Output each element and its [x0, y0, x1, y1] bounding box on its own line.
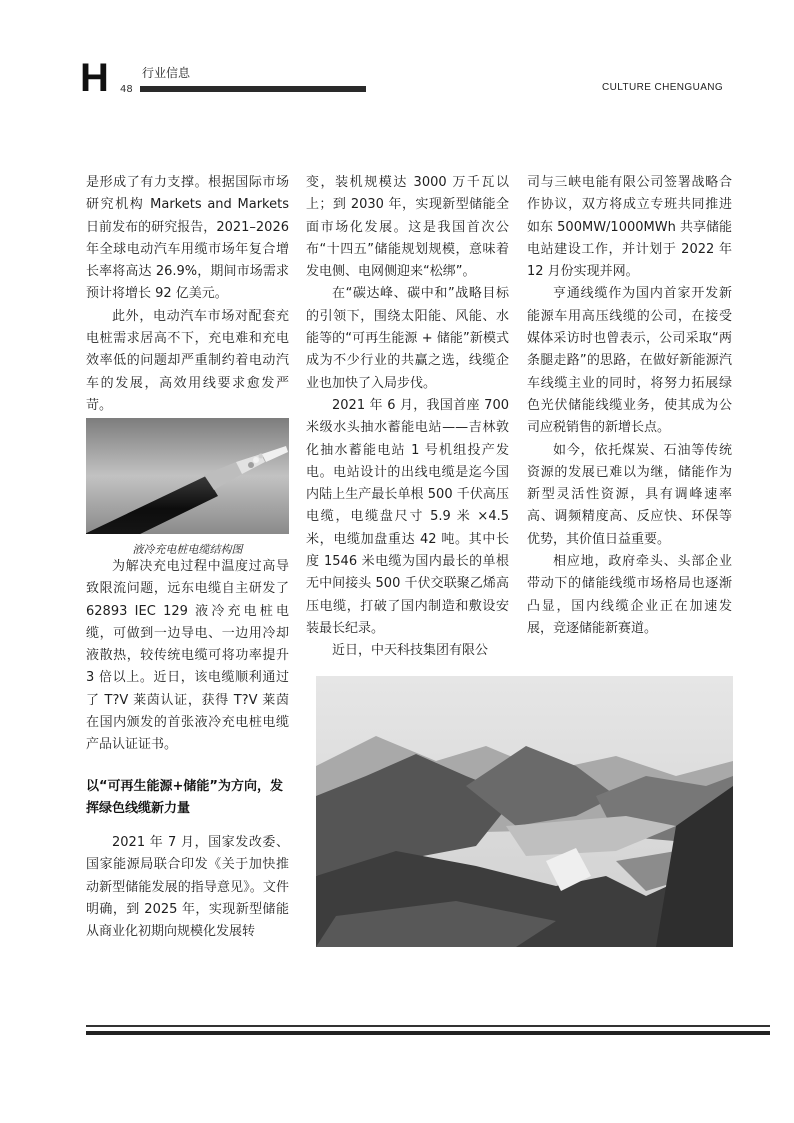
paragraph: 如今，依托煤炭、石油等传统资源的发展已难以为继，储能作为新型灵活性资源，具有调峰速率高、调频精度高、反应快、环保等优势，其价值日益重要。 [527, 442, 732, 547]
figure-caption: 液冷充电桩电缆结构图 [132, 543, 243, 556]
section-title: 行业信息 [142, 66, 191, 80]
paragraph: 亨通线缆作为国内首家开发新能源车用高压线缆的公司，在接受媒体采访时也曾表示，公司采取“两条腿走路”的思路，在做好新能源汽车线缆主业的同时，将努力拓展绿色光伏储能线缆业务，使其成为公司应税销售的新增长点。 [527, 286, 732, 436]
paragraph: 此外，电动汽车市场对配套充电桩需求居高不下，充电难和充电效率低的问题却严重制约着电动汽车的发展，高效用线要求愈发严苛。 [86, 308, 289, 413]
paragraph: 是形成了有力支撑。根据国际市场研究机构 Markets and Markets 日前发布的研究报告，2021–2026 年全球电动汽车用缆市场年复合增长率将高达 26.9%，期间市场需求预计将增长 92 亿美元。 [86, 175, 289, 302]
paragraph: 为解决充电过程中温度过高导致限流问题，远东电缆自主研发了 62893 IEC 129 液冷充电桩电缆，可做到一边导电、一边用冷却液散热，较传统电缆可将功率提升 3 倍以上。近日，该电缆顺利通过了 T?V 莱茵认证，获得 T?V 莱茵在国内颁发的首张液冷充电桩电缆产品认证证书。 [86, 559, 289, 753]
page-number: 48 [120, 84, 133, 95]
subheading: 以“可再生能源+储能”为方向，发挥绿色线缆新力量 [86, 779, 283, 816]
footer-rule-thick [86, 1031, 770, 1035]
paragraph: 在“碳达峰、碳中和”战略目标的引领下，围绕太阳能、风能、水能等的“可再生能源 + 储能”新模式成为不少行业的共赢之选，线缆企业也加快了入局步伐。 [306, 286, 509, 391]
paragraph: 司与三峡电能有限公司签署战略合作协议，双方将成立专班共同推进如东 500MW/1000MWh 共享储能电站建设工作，并计划于 2022 年 12 月份实现并网。 [527, 175, 732, 280]
column-2 [306, 172, 509, 663]
column-1 [86, 172, 289, 417]
paragraph: 近日，中天科技集团有限公 [332, 643, 489, 659]
footer-rule [86, 1025, 770, 1027]
header-rule [140, 86, 366, 92]
dam-landscape-photo [316, 676, 733, 947]
section-letter: H [80, 56, 109, 100]
dam-illustration [316, 676, 733, 947]
paragraph: 变，装机规模达 3000 万千瓦以上；到 2030 年，实现新型储能全面市场化发展。这是我国首次公布“十四五”储能规划规模，意味着发电侧、电网侧迎来“松绑”。 [306, 175, 509, 280]
cable-illustration [86, 418, 289, 534]
column-1-continued [86, 556, 289, 757]
column-1-final [86, 832, 289, 943]
cable-structure-photo [86, 418, 289, 534]
paragraph: 相应地，政府牵头、头部企业带动下的储能线缆市场格局也逐渐凸显，国内线缆企业正在加速发展，竞逐储能新赛道。 [527, 554, 732, 636]
column-3 [527, 172, 732, 640]
paragraph: 2021 年 7 月，国家发改委、国家能源局联合印发《关于加快推动新型储能发展的指导意见》。文件明确，到 2025 年，实现新型储能从商业化初期向规模化发展转 [86, 835, 289, 940]
paragraph: 2021 年 6 月，我国首座 700 米级水头抽水蓄能电站——吉林敦化抽水蓄能电站 1 号机组投产发电。电站设计的出线电缆是迄今国内陆上生产最长单根 500 千伏高压电缆，电缆盘尺寸 5.9 米 ×4.5 米，电缆加盘重达 42 吨。其中长度 1546 米电缆为国内最长的单根无中间接头 500 千伏交联聚乙烯高压电缆，打破了国内制造和敷设安装最长纪录。 [306, 397, 509, 636]
magazine-name: CULTURE CHENGUANG [602, 82, 724, 93]
